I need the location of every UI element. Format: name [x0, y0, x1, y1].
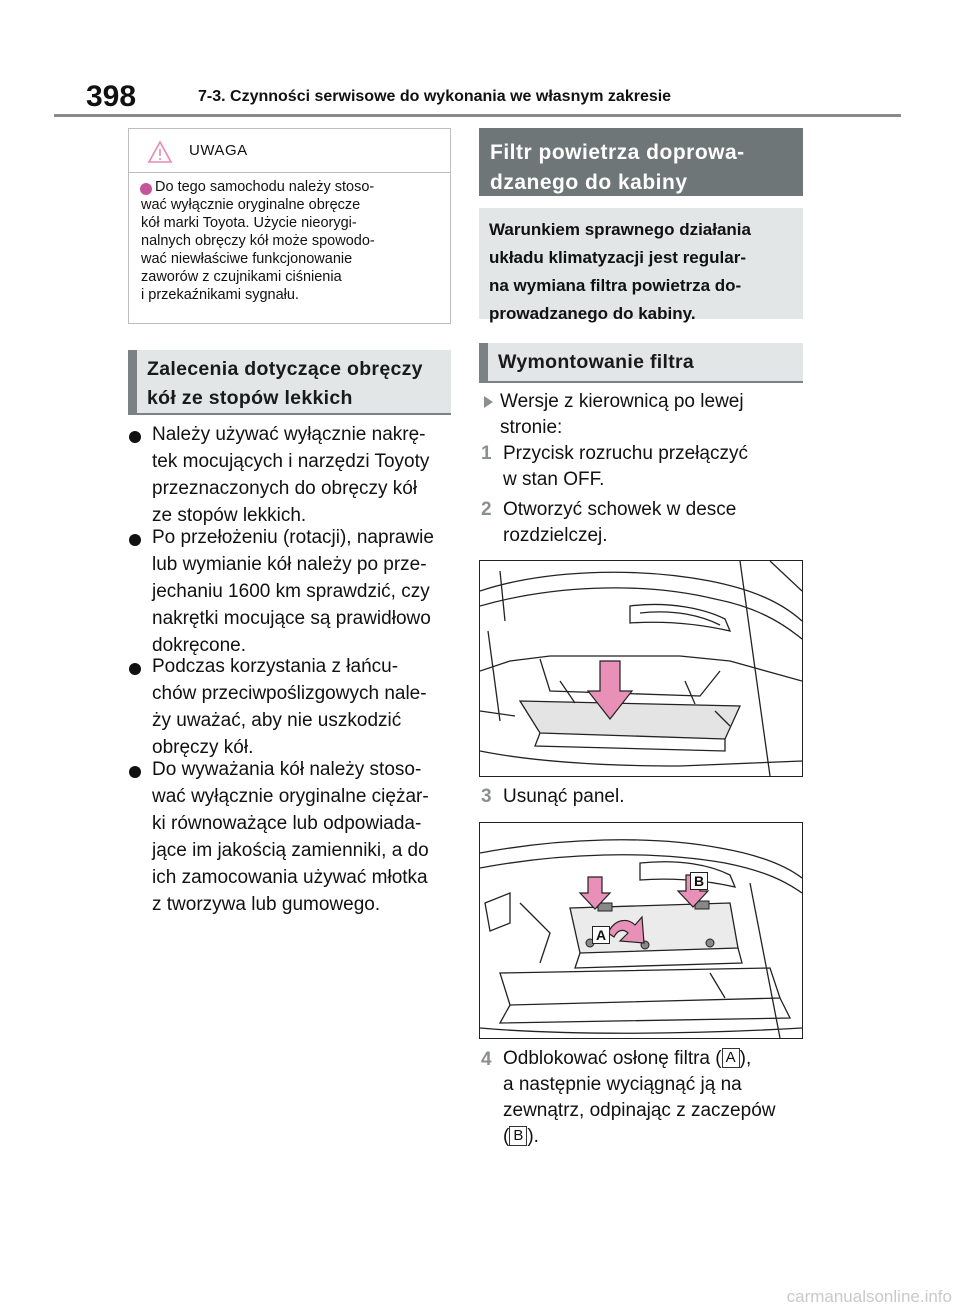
intro-box — [479, 208, 803, 323]
heading-line: Zalecenia dotyczące obręczy — [147, 358, 423, 380]
intro-line: układu klimatyzacji jest regular- — [489, 248, 746, 267]
bullet-item — [152, 653, 427, 761]
bullet-item — [152, 421, 429, 529]
section-heading-cabin-filter — [479, 128, 803, 196]
step-number: 4 — [481, 1049, 492, 1070]
step-line: zewnątrz, odpinając z zaczepów — [503, 1100, 776, 1121]
intro-line: na wymiana filtra powietrza do- — [489, 276, 742, 295]
warning-line: i przekaźnikami sygnału. — [141, 287, 299, 303]
warning-line: wać wyłącznie oryginalne obręcze — [141, 197, 361, 213]
heading-line: Filtr powietrza doprowa- — [490, 141, 745, 164]
label-a-badge: A — [722, 1048, 740, 1068]
warning-box — [128, 128, 451, 324]
step-line — [503, 1124, 775, 1150]
version-text — [500, 389, 744, 441]
bullet-icon — [129, 663, 141, 675]
bullet-line: jące im jakością zamienniki, a do — [152, 840, 429, 861]
bullet-line: ży uważać, aby nie uszkodzić — [152, 710, 402, 731]
figure-label-b: B — [690, 872, 708, 890]
step-text — [503, 784, 624, 810]
bullet-item — [152, 756, 429, 918]
warning-line: Do tego samochodu należy stoso- — [155, 179, 375, 195]
step-text-part: ), — [739, 1048, 752, 1069]
warning-triangle-icon — [147, 140, 173, 164]
subheading-text: Wymontowanie filtra — [498, 351, 695, 373]
warning-line: wać niewłaściwe funkcjonowanie — [141, 251, 353, 267]
step-text-part: ( — [503, 1126, 510, 1147]
heading-line: dzanego do kabiny — [490, 171, 688, 194]
triangle-bullet-icon — [484, 396, 493, 408]
bullet-line: Podczas korzystania z łańcu- — [152, 656, 399, 677]
bullet-line: ich zamocowania używać młotka — [152, 867, 428, 888]
section-heading-alloy-wheels — [128, 350, 451, 414]
bullet-line: Do wyważania kół należy stoso- — [152, 759, 422, 780]
step-line: w stan OFF. — [503, 469, 605, 490]
bullet-line: jechaniu 1600 km sprawdzić, czy — [152, 581, 430, 602]
step-number: 2 — [481, 499, 492, 520]
bullet-icon — [129, 766, 141, 778]
warning-line: kół marki Toyota. Użycie nieorygi- — [141, 215, 357, 231]
section-underline — [128, 413, 451, 415]
bullet-line: Należy używać wyłącznie nakrę- — [152, 424, 426, 445]
step-number: 1 — [481, 443, 492, 464]
bullet-line: nakrętki mocujące są prawidłowo — [152, 608, 431, 629]
figure-filter-cover — [479, 822, 803, 1039]
subheading-underline — [479, 381, 803, 383]
step-text — [503, 497, 736, 549]
bullet-line: ze stopów lekkich. — [152, 505, 307, 526]
bullet-line: z tworzywa lub gumowego. — [152, 894, 381, 915]
watermark: carmanualsonline.info — [786, 1287, 952, 1306]
step-line: rozdzielczej. — [503, 525, 608, 546]
bullet-line: lub wymianie kół należy po prze- — [152, 554, 427, 575]
subheading-removal — [479, 343, 803, 382]
bullet-icon — [129, 431, 141, 443]
figure-label-a: A — [592, 926, 610, 944]
page-number: 398 — [86, 80, 137, 113]
filter-cover-illustration — [480, 823, 802, 1038]
step-text — [503, 441, 748, 493]
warning-text — [141, 178, 375, 304]
bullet-line: tek mocujących i narzędzi Toyoty — [152, 451, 430, 472]
chapter-title: 7-3. Czynności serwisowe do wykonania we własnym zakresie — [198, 88, 672, 105]
heading-line: kół ze stopów lekkich — [147, 387, 353, 409]
figure-glovebox-open — [479, 560, 803, 777]
label-b-badge: B — [509, 1126, 527, 1146]
intro-line: prowadzanego do kabiny. — [489, 304, 696, 323]
step-text-part: ). — [527, 1126, 539, 1147]
bullet-line: Po przełożeniu (rotacji), naprawie — [152, 527, 434, 548]
warning-title: UWAGA — [189, 142, 248, 159]
warning-header — [129, 129, 450, 173]
bullet-line: przeznaczonych do obręczy kół — [152, 478, 418, 499]
step-text — [503, 1046, 775, 1150]
step-line — [503, 1046, 775, 1072]
step-number: 3 — [481, 786, 492, 807]
glovebox-illustration — [480, 561, 802, 776]
step-line: Przycisk rozruchu przełączyć — [503, 443, 748, 464]
step-line: a następnie wyciągnąć ją na — [503, 1074, 742, 1095]
intro-line: Warunkiem sprawnego działania — [489, 220, 751, 239]
version-line: Wersje z kierownicą po lewej — [500, 391, 744, 412]
bullet-line: dokręcone. — [152, 635, 247, 656]
bullet-line: obręczy kół. — [152, 737, 254, 758]
step-line: Usunąć panel. — [503, 786, 625, 807]
bullet-line: ki równoważące lub odpowiada- — [152, 813, 422, 834]
warning-line: zaworów z czujnikami ciśnienia — [141, 269, 342, 285]
bullet-icon — [129, 534, 141, 546]
warning-line: nalnych obręczy kół może spowodo- — [141, 233, 375, 249]
bullet-item — [152, 524, 434, 659]
step-line: Otworzyć schowek w desce — [503, 499, 737, 520]
bullet-line: wać wyłącznie oryginalne ciężar- — [152, 786, 429, 807]
bullet-line: chów przeciwpoślizgowych nale- — [152, 683, 427, 704]
header-rule — [54, 114, 901, 117]
version-line: stronie: — [500, 417, 563, 438]
step-text-part: Odblokować osłonę filtra ( — [503, 1048, 722, 1069]
